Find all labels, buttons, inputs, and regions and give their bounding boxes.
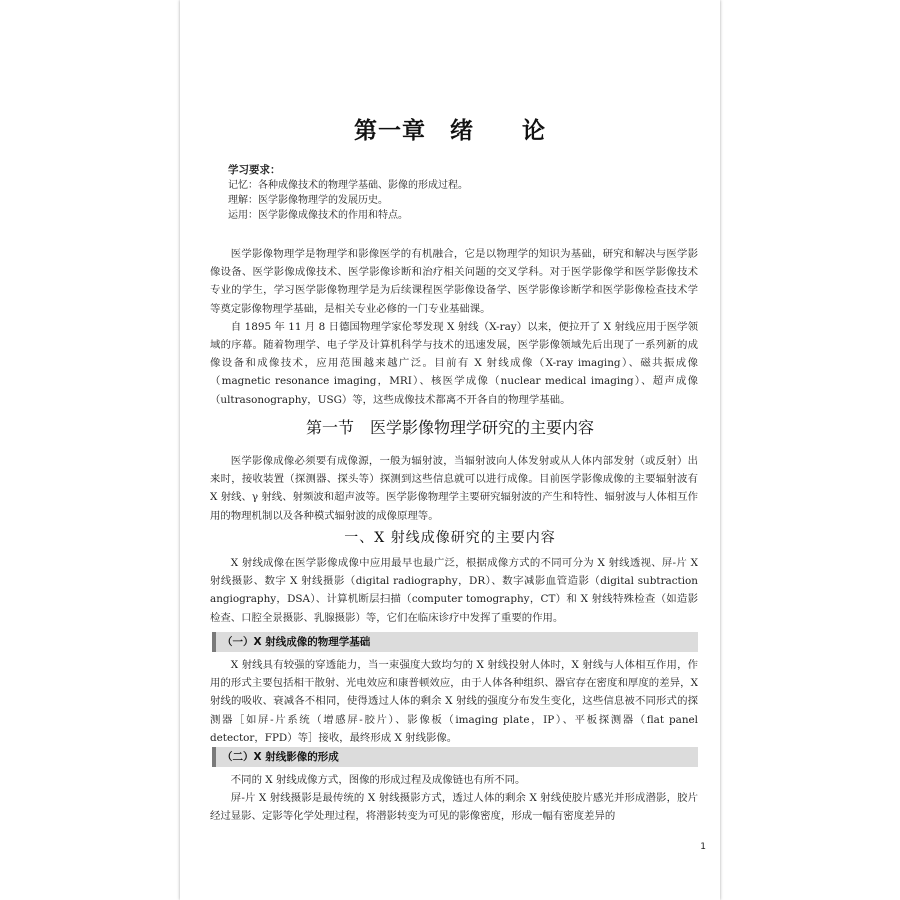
section-paragraph: 医学影像成像必须要有成像源，一般为辐射波，当辐射波向人体发射或从人体内部发射（或反射）出来时，接收装置（探测器、探头等）探测到这些信息就可以进行成像。目前医学影像成像的主要辐射波有 X 射线、γ 射线、射频波和超声波等。医学影像物理学主要研究辐射波的产生和特性、辐射波与人体相互作用的物理机制以及各种模式辐射波的成像原理等。 <box>210 455 698 522</box>
topic-heading-physics-basis: （一）X 射线成像的物理学基础 <box>212 632 698 652</box>
requirement-memorize: 记忆：各种成像技术的物理学基础、影像的形成过程。 <box>228 180 468 191</box>
book-page <box>180 0 720 900</box>
topic-text <box>210 771 698 826</box>
topic-paragraph: X 射线具有较强的穿透能力，当一束强度大致均匀的 X 射线投射人体时，X 射线与人体相互作用，作用的形式主要包括相干散射、光电效应和康普顿效应，由于人体各种组织、器官存在密度和厚度的差异，X 射线的吸收、衰减各不相同，使得透过人体的剩余 X 射线的强度分布发生变化，这些信息被不同形式的探测器［如屏-片系统（增感屏-胶片）、影像板（imaging plate，IP）、平板探测器（flat panel detector，FPD）等］接收，最终形成 X 射线影像。 <box>210 659 698 744</box>
requirements-heading: 学习要求： <box>228 164 281 176</box>
page-number: 1 <box>700 842 706 852</box>
topic-paragraph: 不同的 X 射线成像方式，图像的形成过程及成像链也有所不同。 <box>230 774 526 786</box>
subsection-title: 一、X 射线成像研究的主要内容 <box>344 530 556 546</box>
subsection-text <box>210 554 698 627</box>
section-text <box>210 452 698 525</box>
requirement-understand: 理解：医学影像物理学的发展历史。 <box>228 195 388 206</box>
section-title: 第一节 医学影像物理学研究的主要内容 <box>305 418 594 437</box>
intro-paragraph: 自 1895 年 11 月 8 日德国物理学家伦琴发现 X 射线（X-ray）以来，便拉开了 X 射线应用于医学领域的序幕。随着物理学、电子学及计算机科学与技术的迅速发展，医学影像领域先后出现了一系列新的成像设备和成像技术，应用范围越来越广泛。目前有 X 射线成像（X-ray imaging）、磁共振成像（magnetic resonance imaging，MRI）、核医学成像（nuclear medical imaging）、超声成像（ultrasonography，USG）等，这些成像技术都离不开各自的物理学基础。 <box>210 320 698 406</box>
intro-text <box>210 245 698 409</box>
intro-paragraph: 医学影像物理学是物理学和影像医学的有机融合，它是以物理学的知识为基础，研究和解决与医学影像设备、医学影像成像技术、医学影像诊断和治疗相关问题的交叉学科。对于医学影像学和医学影像技术专业的学生，学习医学影像物理学是为后续课程医学影像设备学、医学影像诊断学和医学影像检查技术学等奠定影像物理学基础，是相关专业必修的一门专业基础课。 <box>210 248 698 315</box>
subsection-paragraph: X 射线成像在医学影像成像中应用最早也最广泛，根据成像方式的不同可分为 X 射线透视、屏-片 X 射线摄影、数字 X 射线摄影（digital radiography，DR）、数字减影血管造影（digital subtraction angiography，DSA）、计算机断层扫描（computer tomography，CT）和 X 射线特殊检查（如造影检查、口腔全景摄影、乳腺摄影）等，它们在临床诊疗中发挥了重要的作用。 <box>210 557 698 624</box>
topic-heading-image-formation: （二）X 射线影像的形成 <box>212 747 698 767</box>
learning-requirements <box>228 163 698 223</box>
topic-paragraph: 屏-片 X 射线摄影是最传统的 X 射线摄影方式，透过人体的剩余 X 射线使胶片感光并形成潜影，胶片经过显影、定影等化学处理过程，将潜影转变为可见的影像密度，形成一幅有密度差异的 <box>210 792 699 823</box>
topic-text <box>210 656 698 747</box>
chapter-title: 第一章 绪 论 <box>354 118 546 144</box>
requirement-apply: 运用：医学影像成像技术的作用和特点。 <box>228 210 408 221</box>
